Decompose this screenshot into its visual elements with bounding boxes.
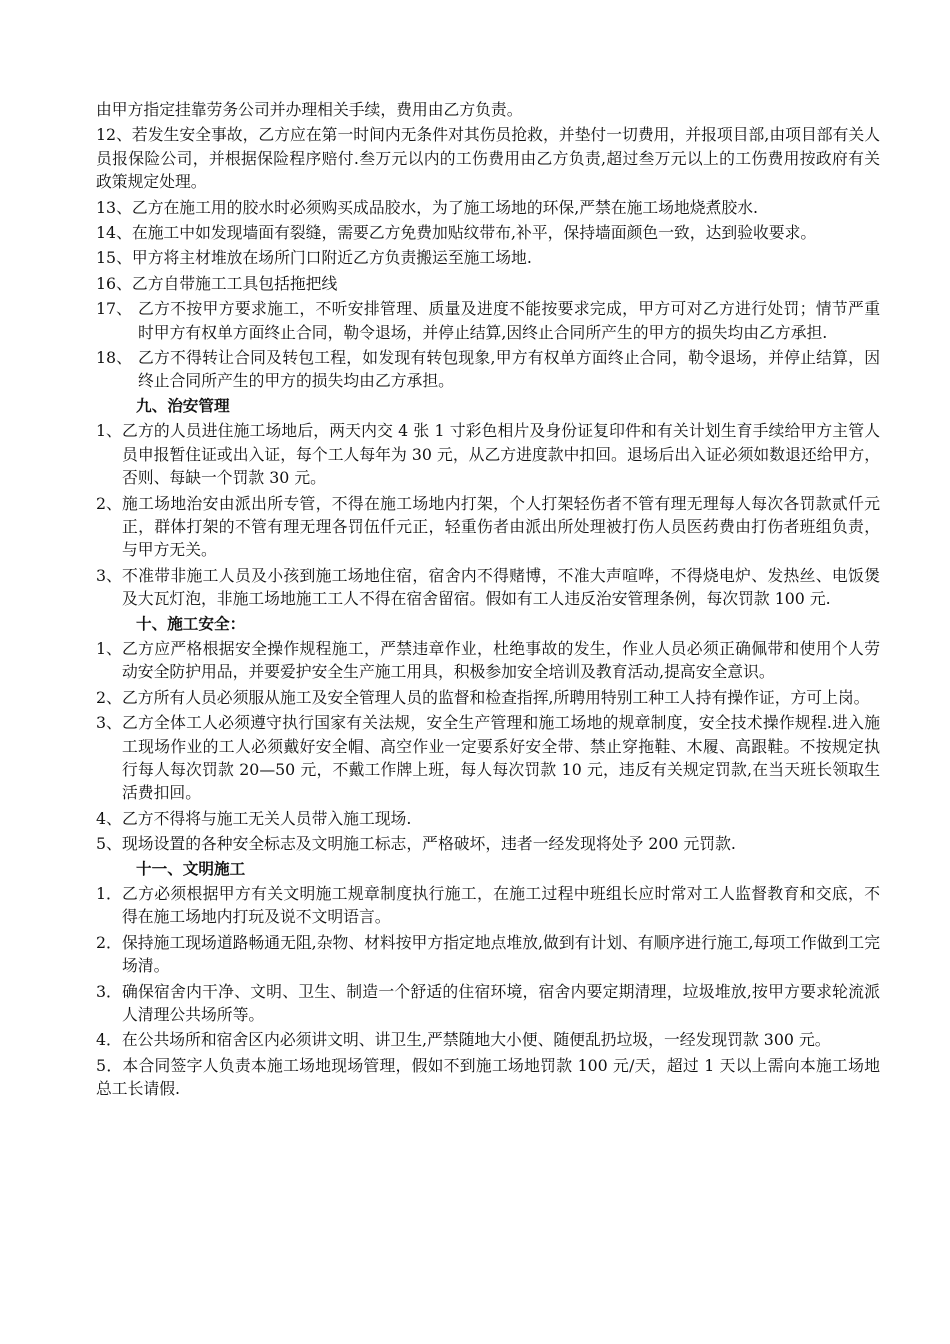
clause-text: 乙方不得转让合同及转包工程，如发现有转包现象,甲方有权单方面终止合同，勒令退场，并停止结算，因终止合同所产生的甲方的损失均由乙方承担。: [138, 348, 880, 391]
safety-item-1: [96, 637, 880, 684]
civilized-item-5: 5．本合同签字人负责本施工场地现场管理，假如不到施工场地罚款 100 元/天，超过 1 天以上需向本施工场地总工长请假.: [96, 1055, 880, 1099]
item-text: 施工场地治安由派出所专管，不得在施工场地内打架，个人打架轻伤者不管有理无理每人每次各罚款贰仟元正，群体打架的不管有理无理各罚伍仟元正，轻重伤者由派出所处理被打伤人员医药费由打伤者班组负责，与甲方无关。: [122, 493, 880, 560]
item-number: 5、: [96, 834, 122, 854]
clause-17: [96, 297, 880, 344]
security-item-2: [96, 492, 880, 562]
safety-item-4: [96, 807, 880, 830]
item-text: 乙方不得将与施工无关人员带入施工现场.: [122, 808, 412, 828]
safety-item-5: [96, 832, 880, 855]
clause-16: 16、乙方自带施工工具包括拖把线: [96, 273, 338, 293]
item-number: 3、: [96, 713, 122, 733]
section-heading-security: 九、治安管理: [136, 396, 230, 415]
item-text: 乙方应严格根据安全操作规程施工，严禁违章作业，杜绝事故的发生，作业人员必须正确佩带和使用个人劳动安全防护用品，并要爱护安全生产施工用具，积极参加安全培训及教育活动,提高安全意识。: [122, 638, 880, 682]
item-number: 2．: [96, 932, 122, 952]
item-number: 1、: [96, 638, 122, 658]
item-text: 不准带非施工人员及小孩到施工场地住宿，宿舍内不得赌博，不准大声喧哗，不得烧电炉、发热丝、电饭煲及大瓦灯泡，非施工场地施工工人不得在宿舍留宿。假如有工人违反治安管理条例，每次罚款 100 元.: [122, 565, 880, 609]
item-number: 3．: [96, 981, 122, 1001]
item-text: 现场设置的各种安全标志及文明施工标志，严格破坏，违者一经发现将处予 200 元罚款.: [122, 834, 736, 854]
item-text: 乙方全体工人必须遵守执行国家有关法规，安全生产管理和施工场地的规章制度，安全技术操作规程.进入施工现场作业的工人必须戴好安全帽、高空作业一定要系好安全带、禁止穿拖鞋、木履、高跟鞋。不按规定执行每人每次罚款 20—50 元，不戴工作牌上班，每人每次罚款 10 元，违反有关规定罚款,在当天班长领取生活费扣回。: [122, 713, 880, 803]
clause-18: [96, 346, 880, 393]
item-text: 乙方必须根据甲方有关文明施工规章制度执行施工，在施工过程中班组长应时常对工人监督教育和交底，不得在施工场地内打玩及说不文明语言。: [122, 884, 880, 927]
document-page: [96, 98, 880, 1103]
item-number: 2、: [96, 493, 122, 513]
safety-item-3: [96, 711, 880, 805]
item-number: 3、: [96, 565, 122, 585]
security-item-1: [96, 419, 880, 489]
civilized-item-3: [96, 980, 880, 1027]
clause-number: 18、: [96, 348, 132, 368]
item-text: 乙方所有人员必须服从施工及安全管理人员的监督和检查指挥,所聘用特别工种工人持有操作证，方可上岗。: [122, 687, 870, 707]
safety-item-2: [96, 686, 880, 709]
intro-line: 由甲方指定挂靠劳务公司并办理相关手续，费用由乙方负责。: [96, 100, 523, 119]
civilized-item-1: [96, 882, 880, 929]
item-number: 2、: [96, 687, 122, 707]
clause-12: 12、若发生安全事故，乙方应在第一时间内无条件对其伤员抢救，并垫付一切费用，并报项目部,由项目部有关人员报保险公司，并根据保险程序赔付.叁万元以内的工伤费用由乙方负责,超过叁万元以上的工伤费用按政府有关政策规定处理。: [96, 125, 880, 192]
section-heading-civilized: 十一、文明施工: [136, 859, 246, 878]
item-text: 乙方的人员进住施工场地后，两天内交 4 张 1 寸彩色相片及身份证复印件和有关计划生育手续给甲方主管人员申报暂住证或出入证，每个工人每年为 30 元，从乙方进度款中扣回。退场后出入证必须如数退还给甲方，否则、每缺一个罚款 30 元。: [122, 421, 880, 488]
item-number: 4、: [96, 808, 122, 828]
clause-15: 15、甲方将主材堆放在场所门口附近乙方负责搬运至施工场地.: [96, 248, 532, 268]
section-heading-safety: 十、施工安全：: [136, 614, 246, 633]
clause-13: 13、乙方在施工用的胶水时必须购买成品胶水，为了施工场地的环保,严禁在施工场地烧煮胶水.: [96, 197, 759, 217]
item-number: 1、: [96, 421, 122, 441]
civilized-item-2: [96, 931, 880, 978]
civilized-item-4: 4．在公共场所和宿舍区内必须讲文明、讲卫生,严禁随地大小便、随便乱扔垃圾，一经发现罚款 300 元。: [96, 1030, 831, 1050]
clause-14: 14、在施工中如发现墙面有裂缝，需要乙方免费加贴纹带布,补平，保持墙面颜色一致，达到验收要求。: [96, 223, 817, 243]
item-text: 保持施工现场道路畅通无阻,杂物、材料按甲方指定地点堆放,做到有计划、有顺序进行施工,每项工作做到工完场清。: [122, 932, 880, 976]
clause-text: 乙方不按甲方要求施工，不听安排管理、质量及进度不能按要求完成，甲方可对乙方进行处罚；情节严重时甲方有权单方面终止合同，勒令退场，并停止结算,因终止合同所产生的甲方的损失均由乙方承担.: [138, 299, 880, 342]
clause-number: 17、: [96, 299, 132, 319]
item-text: 确保宿舍内干净、文明、卫生、制造一个舒适的住宿环境，宿舍内要定期清理，垃圾堆放,按甲方要求轮流派人清理公共场所等。: [122, 981, 880, 1025]
item-number: 1．: [96, 884, 122, 903]
security-item-3: [96, 564, 880, 611]
